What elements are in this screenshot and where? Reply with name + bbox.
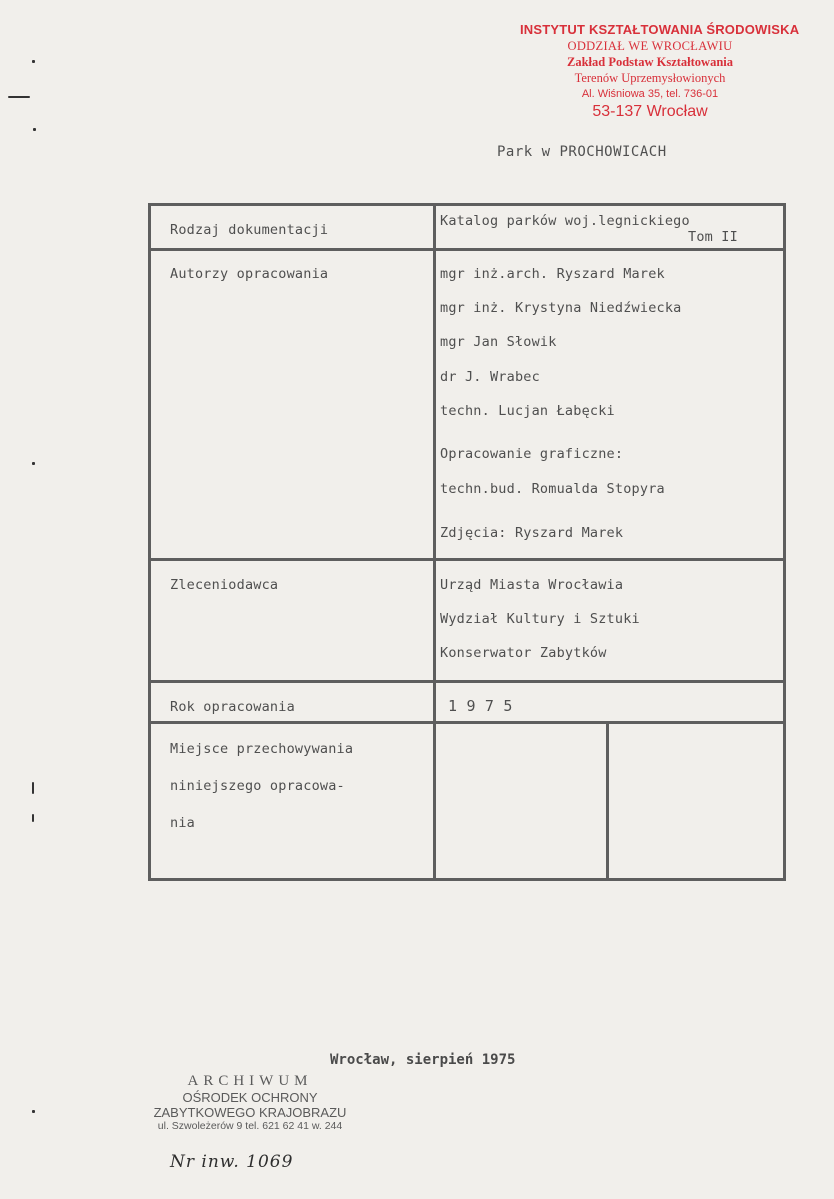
table-row-divider xyxy=(148,680,786,683)
documentation-form-table xyxy=(148,203,786,881)
graphics-heading: Opracowanie graficzne: xyxy=(440,446,624,462)
label-client: Zleceniodawca xyxy=(170,577,279,593)
scan-mark xyxy=(8,96,30,98)
document-heading: Park w PROCHOWICACH xyxy=(497,144,667,160)
label-storage-place: niniejszego opracowa- xyxy=(170,778,345,794)
archive-stamp-line: ZABYTKOWEGO KRAJOBRAZU xyxy=(153,1105,347,1120)
table-row-divider xyxy=(148,558,786,561)
archive-stamp-line: OŚRODEK OCHRONY xyxy=(182,1090,318,1105)
stamp-line-department-2: Terenów Uprzemysłowionych xyxy=(574,71,726,85)
label-storage-place: nia xyxy=(170,815,195,831)
author-entry: techn.bud. Romualda Stopyra xyxy=(440,481,665,497)
scan-mark xyxy=(32,1110,35,1113)
archive-stamp-address: ul. Szwoleżerów 9 tel. 621 62 41 w. 244 xyxy=(157,1120,343,1132)
author-entry: mgr inż.arch. Ryszard Marek xyxy=(440,266,665,282)
label-year: Rok opracowania xyxy=(170,699,295,715)
author-entry: mgr inż. Krystyna Niedźwiecka xyxy=(440,300,682,316)
stamp-line-address: Al. Wiśniowa 35, tel. 736-01 xyxy=(581,88,719,100)
stamp-line-institute: INSTYTUT KSZTAŁTOWANIA ŚRODOWISKA xyxy=(520,22,800,37)
table-border-right xyxy=(783,203,786,881)
value-year: 1 9 7 5 xyxy=(448,697,513,715)
photos-entry: Zdjęcia: Ryszard Marek xyxy=(440,525,624,541)
institute-stamp xyxy=(520,22,800,120)
author-entry: techn. Lucjan Łabęcki xyxy=(440,403,615,419)
client-entry: Wydział Kultury i Sztuki xyxy=(440,611,640,627)
client-entry: Urząd Miasta Wrocławia xyxy=(440,577,624,593)
scan-mark xyxy=(32,60,35,63)
stamp-line-city: 53-137 Wrocław xyxy=(592,103,708,120)
scan-mark xyxy=(32,782,34,794)
scan-mark xyxy=(32,462,35,465)
value-catalog: Katalog parków woj.legnickiego xyxy=(440,213,690,229)
archive-stamp xyxy=(145,1073,355,1132)
label-authors: Autorzy opracowania xyxy=(170,266,329,282)
stamp-line-department: Zakład Podstaw Kształtowania xyxy=(567,55,733,69)
scan-mark xyxy=(33,128,36,131)
client-entry: Konserwator Zabytków xyxy=(440,645,607,661)
table-border-left xyxy=(148,203,151,881)
archive-stamp-title: ARCHIWUM xyxy=(187,1073,313,1089)
value-volume: Tom II xyxy=(688,229,738,245)
table-row-divider xyxy=(148,248,786,251)
table-column-divider xyxy=(433,203,436,881)
table-border-top xyxy=(148,203,786,206)
place-and-date: Wrocław, sierpień 1975 xyxy=(330,1052,516,1068)
author-entry: dr J. Wrabec xyxy=(440,369,540,385)
table-border-bottom xyxy=(148,878,786,881)
inventory-number-note: Nr inw. 1069 xyxy=(170,1152,294,1172)
stamp-line-branch: ODDZIAŁ WE WROCŁAWIU xyxy=(567,39,733,53)
label-storage-place: Miejsce przechowywania xyxy=(170,741,354,757)
table-column-divider xyxy=(606,723,609,881)
author-entry: mgr Jan Słowik xyxy=(440,334,557,350)
scan-mark xyxy=(32,814,34,822)
table-row-divider xyxy=(148,721,786,724)
label-documentation-type: Rodzaj dokumentacji xyxy=(170,222,329,238)
